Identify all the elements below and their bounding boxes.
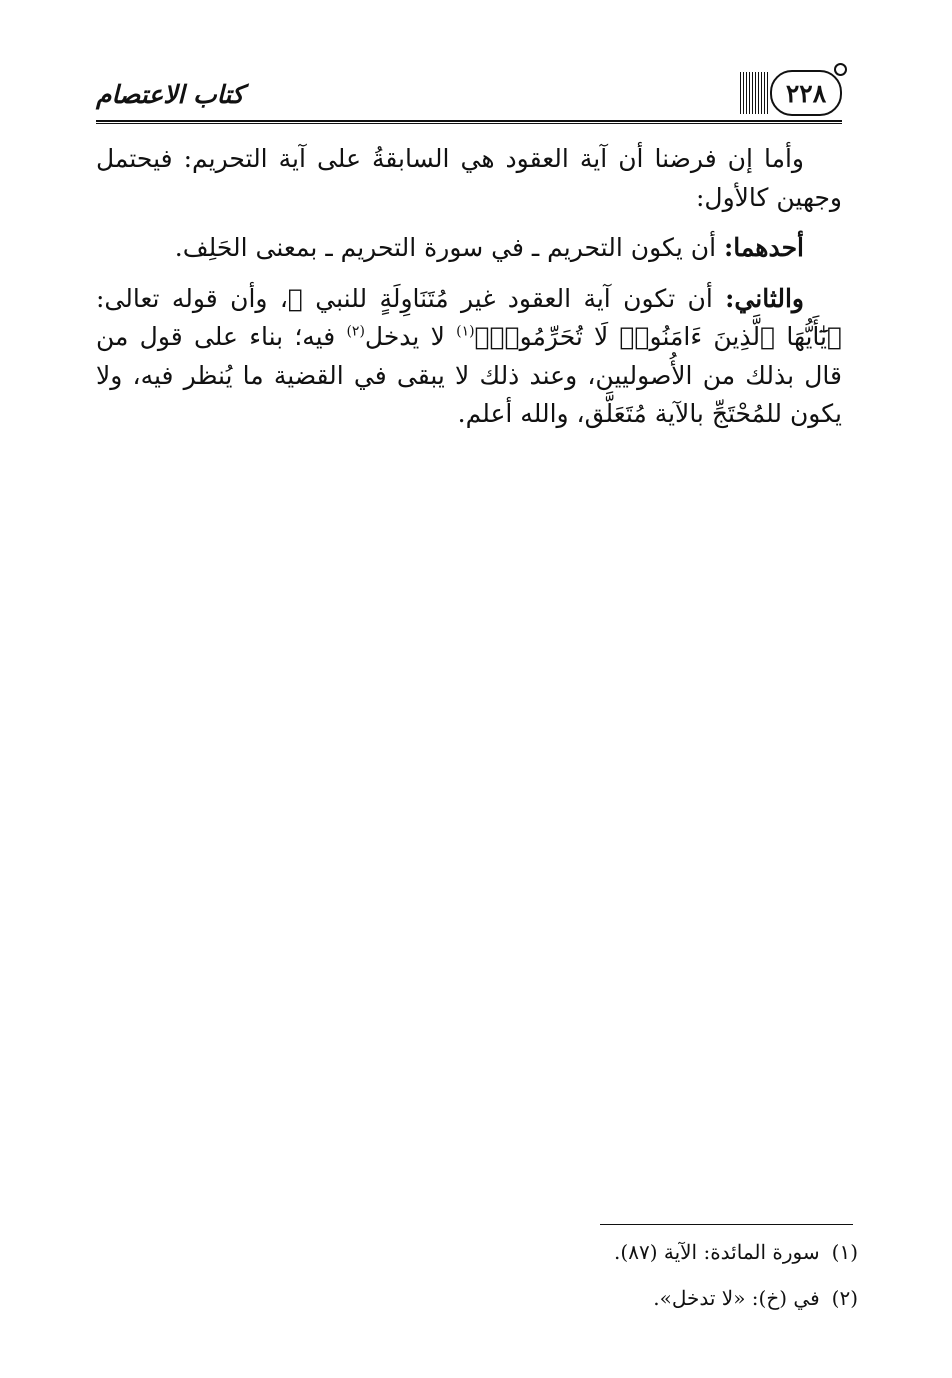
footnote-ref-2[interactable]: (٢) [346,323,365,340]
paragraph-1-text: وأما إن فرضنا أن آية العقود هي السابقةُ على آية التحريم: فيحتمل وجهين كالأول: [96,144,842,212]
running-title: كتاب الاعتصام [96,80,244,109]
paragraph-2-text: أن يكون التحريم ـ في سورة التحريم ـ بمعنى الحَلِف. [174,233,724,262]
header-rule [96,120,842,124]
header-ornament [740,72,770,114]
footnote-ref-1[interactable]: (١) [456,323,475,340]
footnote-2-text: في (خ): «لا تدخل». [653,1286,820,1310]
paragraph-3-text-c: فيه؛ بناء على قول من قال بذلك من الأُصوليين، وعند ذلك لا يبقى في القضية ما يُنظر فيه، ولا يكون للمُحْتَجِّ بالآية مُتَعَلَّق، والله أعلم. [96,322,842,428]
paragraph-3-text-a: أن تكون آية العقود غير مُتَنَاوِلَةٍ للنبي ﷺ، وأن قوله تعالى: ﴿يَٰٓأَيُّهَا ٱلَّذِينَ ءَامَنُوا۟ لَا تُحَرِّمُوا۟﴾ [96,283,842,351]
main-text [96,140,842,446]
page-number-badge [770,70,842,116]
badge-ornament-dot [834,63,847,76]
footnote-2 [96,1286,858,1310]
paragraph-3-lead: والثاني: [725,283,804,313]
paragraph-2-lead: أحدهما: [723,233,804,262]
footnotes [96,1240,858,1332]
footnote-1 [96,1240,858,1264]
page-header [96,58,842,124]
footnote-1-text: سورة المائدة: الآية (٨٧). [614,1240,820,1264]
page-number: ٢٢٨ [785,78,827,108]
footnote-separator [600,1224,853,1225]
paragraph-3-text-b: لا يدخل [364,322,457,351]
paragraph-2 [96,229,842,268]
paragraph-1 [96,140,842,217]
footnote-1-number: (١) [831,1240,858,1264]
footnote-2-number: (٢) [831,1286,858,1310]
paragraph-3 [96,280,842,434]
